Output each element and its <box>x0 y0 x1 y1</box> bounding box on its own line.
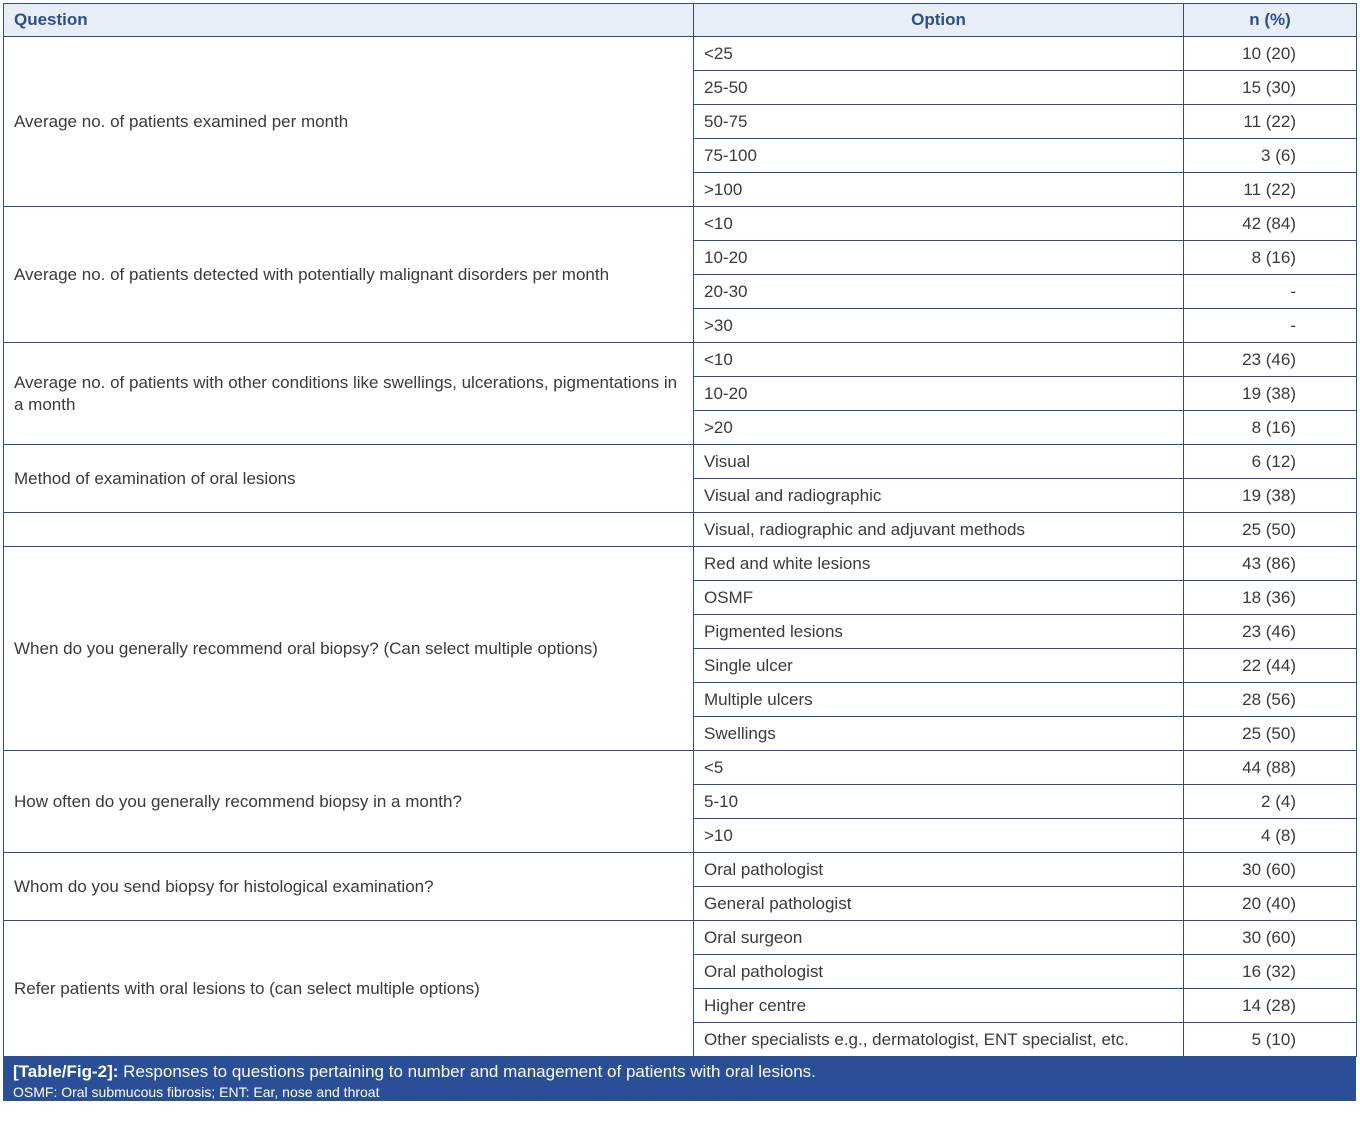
n-percent-cell: 19 (38) <box>1184 479 1357 513</box>
option-cell: Single ulcer <box>694 649 1184 683</box>
n-percent-cell: 6 (12) <box>1184 445 1357 479</box>
n-percent-cell: 2 (4) <box>1184 785 1357 819</box>
table-row <box>4 921 1357 955</box>
caption-label: [Table/Fig-2]: <box>13 1062 119 1081</box>
option-cell: Higher centre <box>694 989 1184 1023</box>
option-cell: Oral surgeon <box>694 921 1184 955</box>
n-percent-cell: 44 (88) <box>1184 751 1357 785</box>
n-percent-cell: - <box>1184 275 1357 309</box>
header-question: Question <box>4 4 694 37</box>
question-cell: When do you generally recommend oral biopsy? (Can select multiple options) <box>4 547 694 751</box>
table-figure <box>3 3 1356 1101</box>
option-cell: 10-20 <box>694 377 1184 411</box>
table-caption <box>3 1057 1356 1101</box>
option-cell: Visual and radiographic <box>694 479 1184 513</box>
question-cell: Average no. of patients with other conditions like swellings, ulcerations, pigmentations in a month <box>4 343 694 445</box>
table-row <box>4 853 1357 887</box>
n-percent-cell: 4 (8) <box>1184 819 1357 853</box>
option-cell: <10 <box>694 207 1184 241</box>
n-percent-cell: 8 (16) <box>1184 241 1357 275</box>
option-cell: General pathologist <box>694 887 1184 921</box>
n-percent-cell: 30 (60) <box>1184 853 1357 887</box>
caption-text: Responses to questions pertaining to number and management of patients with oral lesions. <box>118 1062 816 1081</box>
n-percent-cell: 28 (56) <box>1184 683 1357 717</box>
option-cell: Swellings <box>694 717 1184 751</box>
question-cell: How often do you generally recommend biopsy in a month? <box>4 751 694 853</box>
table-row <box>4 513 1357 547</box>
option-cell: 10-20 <box>694 241 1184 275</box>
question-cell: Whom do you send biopsy for histological examination? <box>4 853 694 921</box>
n-percent-cell: 20 (40) <box>1184 887 1357 921</box>
responses-table <box>3 3 1357 1057</box>
question-cell <box>4 513 694 547</box>
option-cell: >100 <box>694 173 1184 207</box>
n-percent-cell: 19 (38) <box>1184 377 1357 411</box>
table-row <box>4 445 1357 479</box>
n-percent-cell: - <box>1184 309 1357 343</box>
n-percent-cell: 42 (84) <box>1184 207 1357 241</box>
n-percent-cell: 43 (86) <box>1184 547 1357 581</box>
option-cell: 50-75 <box>694 105 1184 139</box>
n-percent-cell: 8 (16) <box>1184 411 1357 445</box>
n-percent-cell: 23 (46) <box>1184 615 1357 649</box>
n-percent-cell: 18 (36) <box>1184 581 1357 615</box>
n-percent-cell: 30 (60) <box>1184 921 1357 955</box>
n-percent-cell: 25 (50) <box>1184 717 1357 751</box>
table-row <box>4 547 1357 581</box>
option-cell: Multiple ulcers <box>694 683 1184 717</box>
question-cell: Refer patients with oral lesions to (can select multiple options) <box>4 921 694 1057</box>
option-cell: Other specialists e.g., dermatologist, ENT specialist, etc. <box>694 1023 1184 1057</box>
option-cell: >10 <box>694 819 1184 853</box>
question-cell: Average no. of patients examined per month <box>4 37 694 207</box>
option-cell: 25-50 <box>694 71 1184 105</box>
table-row <box>4 207 1357 241</box>
n-percent-cell: 25 (50) <box>1184 513 1357 547</box>
table-header-row <box>4 4 1357 37</box>
table-row <box>4 751 1357 785</box>
n-percent-cell: 11 (22) <box>1184 105 1357 139</box>
n-percent-cell: 23 (46) <box>1184 343 1357 377</box>
option-cell: Visual, radiographic and adjuvant methods <box>694 513 1184 547</box>
option-cell: <25 <box>694 37 1184 71</box>
n-percent-cell: 22 (44) <box>1184 649 1357 683</box>
option-cell: Visual <box>694 445 1184 479</box>
n-percent-cell: 3 (6) <box>1184 139 1357 173</box>
n-percent-cell: 11 (22) <box>1184 173 1357 207</box>
caption-footnote: OSMF: Oral submucous fibrosis; ENT: Ear, nose and throat <box>13 1084 380 1100</box>
n-percent-cell: 14 (28) <box>1184 989 1357 1023</box>
option-cell: Red and white lesions <box>694 547 1184 581</box>
n-percent-cell: 10 (20) <box>1184 37 1357 71</box>
option-cell: OSMF <box>694 581 1184 615</box>
question-cell: Average no. of patients detected with potentially malignant disorders per month <box>4 207 694 343</box>
table-row <box>4 37 1357 71</box>
option-cell: 75-100 <box>694 139 1184 173</box>
option-cell: <10 <box>694 343 1184 377</box>
option-cell: Oral pathologist <box>694 955 1184 989</box>
option-cell: 5-10 <box>694 785 1184 819</box>
option-cell: >20 <box>694 411 1184 445</box>
question-cell: Method of examination of oral lesions <box>4 445 694 513</box>
n-percent-cell: 16 (32) <box>1184 955 1357 989</box>
table-body <box>4 37 1357 1057</box>
n-percent-cell: 15 (30) <box>1184 71 1357 105</box>
option-cell: Pigmented lesions <box>694 615 1184 649</box>
option-cell: >30 <box>694 309 1184 343</box>
option-cell: Oral pathologist <box>694 853 1184 887</box>
option-cell: 20-30 <box>694 275 1184 309</box>
option-cell: <5 <box>694 751 1184 785</box>
table-row <box>4 343 1357 377</box>
header-option: Option <box>694 4 1184 37</box>
n-percent-cell: 5 (10) <box>1184 1023 1357 1057</box>
header-n-percent: n (%) <box>1184 4 1357 37</box>
